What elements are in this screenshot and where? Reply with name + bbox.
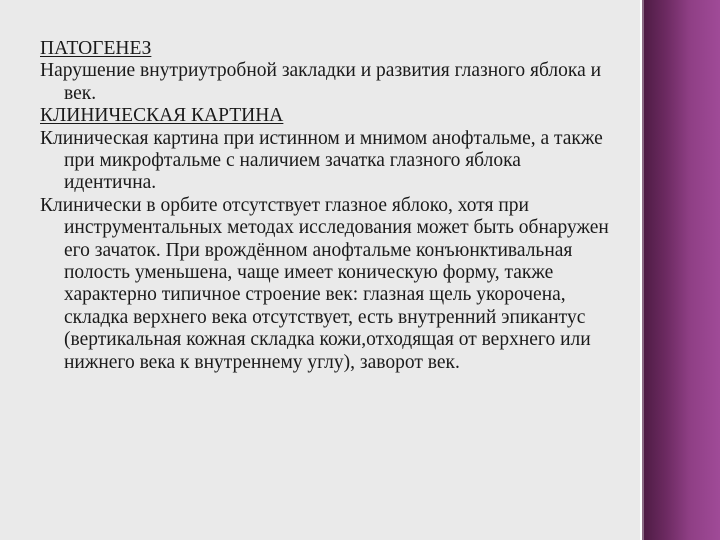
decorative-stripe [642,0,644,540]
heading-pathogenesis: ПАТОГЕНЕЗ [40,38,152,59]
decorative-side-panel [640,0,720,540]
pathogenesis-paragraph: Нарушение внутриутробной закладки и развития глазного яблока и век. [40,60,602,104]
heading-clinical-picture: КЛИНИЧЕСКАЯ КАРТИНА [40,105,284,127]
clinical-paragraph-1: Клиническая картина при истинном и мнимом анофтальме, а также при микрофтальме с наличием зачатка глазного яблока идентична. [40,127,603,194]
slide-text-body [40,38,610,374]
clinical-paragraph-2: Клинически в орбите отсутствует глазное яблоко, хотя при инструментальных методах исследования может быть обнаружен его зачаток. При врождённом анофтальме конъюнктивальная полость уменьшена, чаще имеет коническую форму, также характерно типичное строение век: глазная щель укорочена, складка верхнего века отсутствует, есть внутренний эпикантус (вертикальная кожная складка кожи,отходящая от верхнего или нижнего века к внутреннему углу), заворот век. [40,194,609,373]
